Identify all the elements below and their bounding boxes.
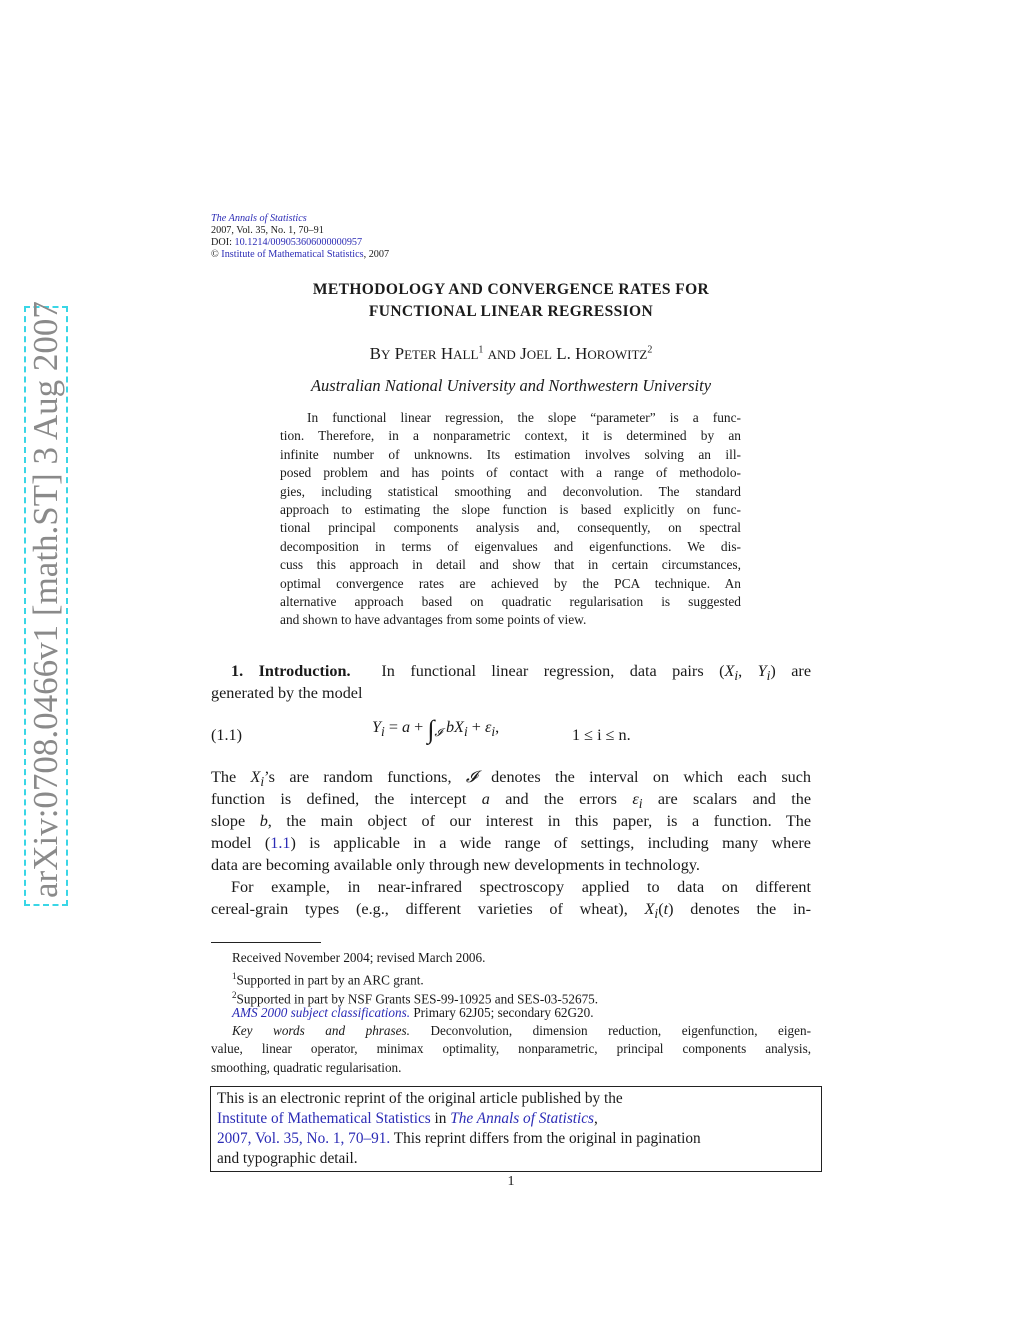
journal-volume: 2007, Vol. 35, No. 1, 70–91 (211, 225, 324, 236)
footnote-2: Supported in part by NSF Grants SES-99-10925 and SES-03-52675. (236, 990, 599, 1006)
copyright-year: , 2007 (363, 249, 390, 260)
received-date: Received November 2004; revised March 2006. (232, 950, 486, 965)
page-number: 1 (507, 1174, 515, 1189)
journal-info (211, 213, 389, 261)
abstract-line: alternative approach based on quadratic regularisation is suggested (280, 593, 741, 609)
author-1-mark: 1 (478, 344, 484, 356)
abstract-line: In functional linear regression, the slope “parameter” is a func- (307, 410, 741, 425)
affiliation: Australian National University and Northwestern University (310, 376, 712, 395)
equation-label: (1.1) (211, 726, 243, 744)
abstract-line: posed problem and has points of contact with a range of methodolo- (280, 465, 741, 481)
journal-link-reprint[interactable]: The Annals of Statistics (450, 1110, 595, 1127)
volume-link-reprint[interactable]: 2007, Vol. 35, No. 1, 70–91. (217, 1130, 391, 1147)
equation-range: 1 ≤ i ≤ n. (572, 726, 631, 744)
ams-classification-link[interactable]: AMS 2000 subject classifications. (232, 1004, 411, 1020)
abstract-line: tion. Therefore, in a nonparametric context, it is determined by an (280, 428, 741, 444)
abstract-line: approach to estimating the slope function is based explicitly on func- (280, 501, 741, 517)
paper-title-line-1: METHODOLOGY AND CONVERGENCE RATES FOR (312, 281, 710, 298)
authors: BY PETER HALL$^1$ AND JOEL L. HOROWITZ$^2$ (369, 344, 653, 363)
paper-title-line-2: FUNCTIONAL LINEAR REGRESSION (368, 303, 654, 320)
body-paragraph: The $X_i’s$ are random functions, 𝓘 denotes the interval on which each such function is defined, the intercept a and the errors $\varepsilon_i$ are scalars and the slope b, the main object of our interest in this paper, is a function. The model (1.1) is applicable in a wide range of settings, including many where data are becoming available only through new developments in technology. For example, in near-infrared spectroscopy applied to data on different cereal-grain types (e.g., different varieties of wheat), $X_i(t)$ denotes the in- (211, 768, 812, 922)
reprint-notice: This is an electronic reprint of the original article published by the Institute of Mathematical Statistics in The Annals of Statistics, 2007, Vol. 35, No. 1, 70–91. This reprint differs from the original in pagination and typographic detail. (210, 1086, 822, 1172)
abstract-line: gies, including statistical smoothing and deconvolution. The standard (280, 483, 741, 499)
footnotes: Received November 2004; revised March 2006. $^1$Supported in part by an ARC grant. $^2$Supported in part by NSF Grants SES-99-10925 and SES-03-52675. AMS 2000 subject classifications. Primary 62J05; secondary 62G20. Key words and phrases. Deconvolution, dimension reduction, eigenfunction, eigen- value, linear operator, minimax optimality, nonparametric, principal components analysis, smoothing, quadratic regularisation. (211, 950, 811, 1075)
abstract (280, 409, 741, 630)
footnote-1: Supported in part by an ARC grant. (236, 972, 424, 988)
arxiv-id: arXiv:0708.0466v1 [math.ST] 3 Aug 2007 (26, 301, 65, 898)
equation-1-1: $Y_i = a + \int_𝓘$ $bX_i + \varepsilon_i$, (372, 715, 500, 744)
abstract-line: optimal convergence rates are achieved by the PCA technique. An (280, 575, 741, 591)
doi-label: DOI: (211, 237, 235, 248)
section-heading: 1. Introduction. (231, 662, 351, 680)
arxiv-stamp (24, 301, 68, 906)
copyright-symbol: © (211, 249, 219, 260)
institute-link[interactable]: Institute of Mathematical Statistics (221, 249, 364, 260)
abstract-line: cuss this approach in detail and show that in certain circumstances, (280, 557, 741, 573)
journal-name-link[interactable]: The Annals of Statistics (211, 213, 307, 224)
institute-link-reprint[interactable]: Institute of Mathematical Statistics (217, 1110, 431, 1127)
abstract-line: tional principal components analysis and, consequently, on spectral (280, 520, 741, 536)
intro-paragraph: 1. Introduction. In functional linear regression, data pairs ($X_i$, $Y_i$) are generated by the model (211, 662, 812, 702)
abstract-line: decomposition in terms of eigenvalues and eigenfunctions. We dis- (280, 538, 741, 554)
doi-link[interactable]: 10.1214/009053606000000957 (234, 237, 363, 248)
footnote-rule (211, 942, 321, 943)
abstract-line: and shown to have advantages from some points of view. (280, 612, 587, 628)
abstract-line: infinite number of unknowns. Its estimation involves solving an ill- (280, 446, 741, 462)
equation-ref-link[interactable]: 1.1 (270, 834, 291, 852)
author-2-mark: 2 (647, 344, 653, 356)
